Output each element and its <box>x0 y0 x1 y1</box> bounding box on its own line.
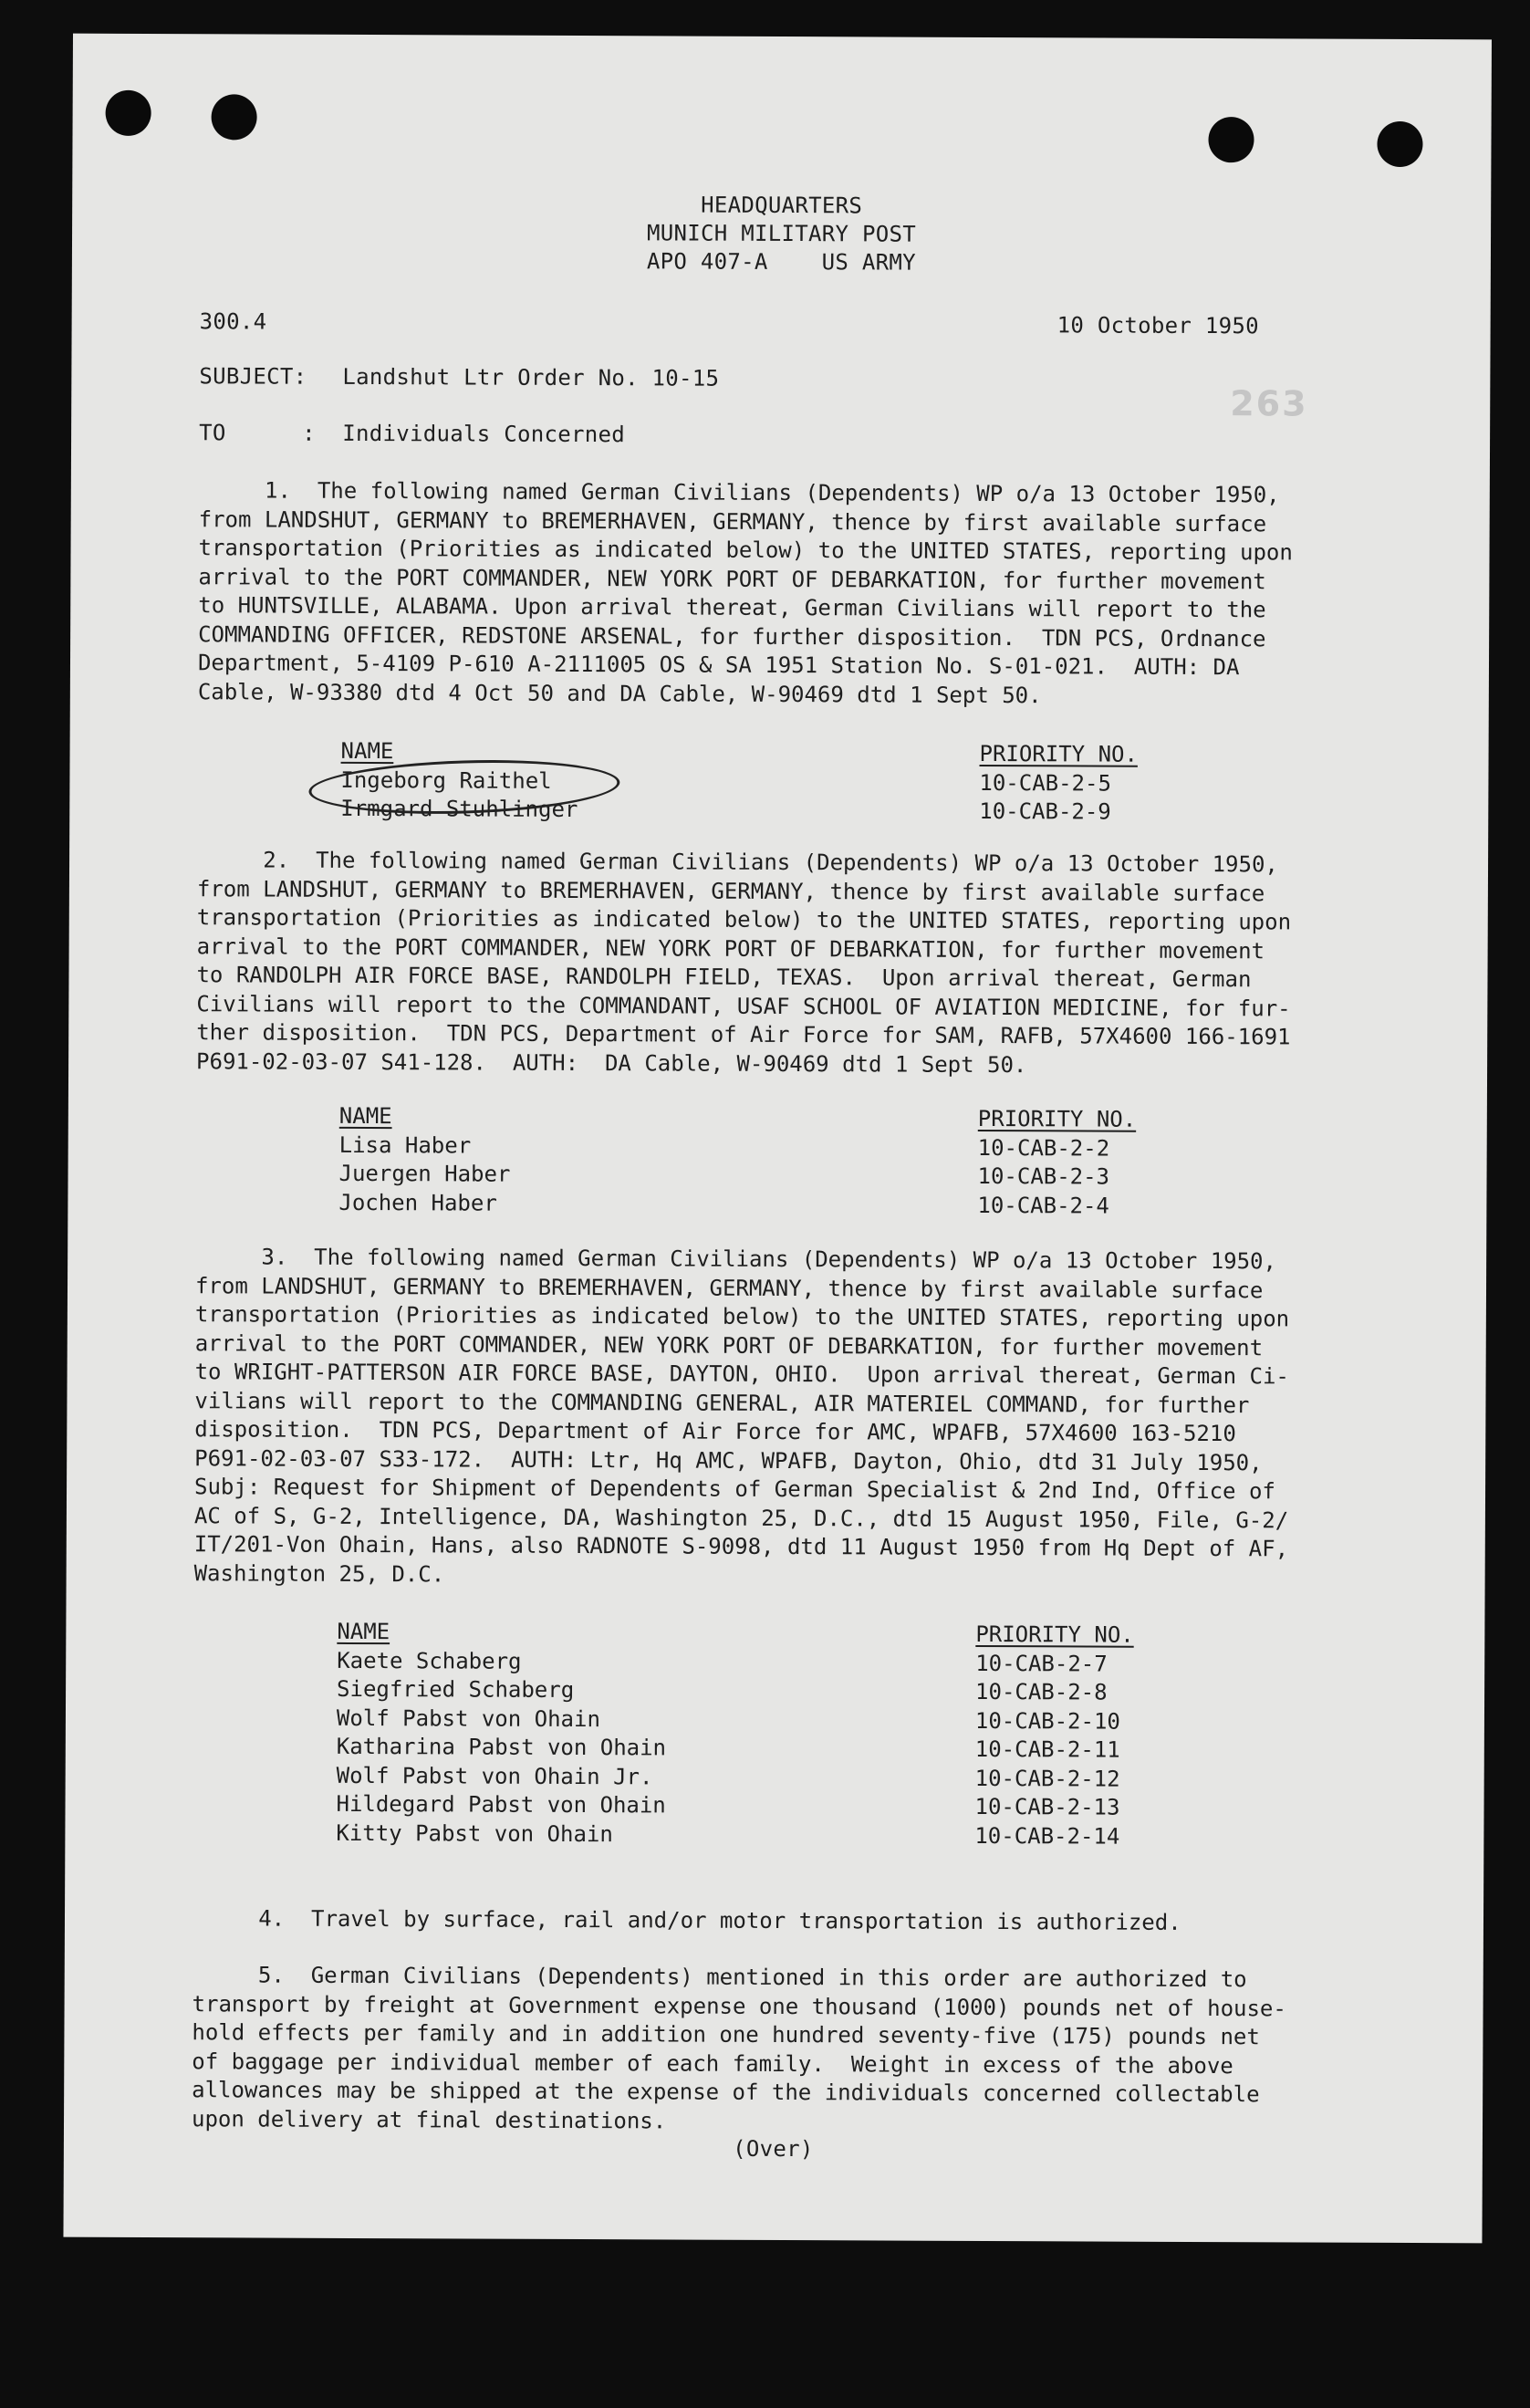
list-header <box>339 1102 1137 1134</box>
paragraph-line: hold effects per family and in addition one hundred seventy-five (175) pounds net <box>192 2019 1260 2050</box>
document-page <box>63 34 1492 2244</box>
priority-number: 10-CAB-2-2 <box>977 1134 1110 1162</box>
column-header-name: NAME <box>337 1618 390 1645</box>
punch-hole <box>1377 121 1422 167</box>
paragraph-line: from LANDSHUT, GERMANY to BREMERHAVEN, GERMANY, thence by first available surface <box>196 875 1265 906</box>
paragraph-line: transportation (Priorities as indicated below) to the UNITED STATES, reporting upon <box>196 904 1292 935</box>
list-item <box>337 1704 1134 1736</box>
paragraph-2 <box>196 846 1420 1081</box>
list-item <box>337 1733 1134 1765</box>
priority-number: 10-CAB-2-12 <box>974 1765 1120 1792</box>
priority-number: 10-CAB-2-11 <box>974 1736 1120 1763</box>
dependent-name: Wolf Pabst von Ohain Jr. <box>336 1762 653 1789</box>
paragraph-line: to RANDOLPH AIR FORCE BASE, RANDOLPH FIELD, TEXAS. Upon arrival thereat, German <box>196 962 1252 993</box>
dependent-name: Kaete Schaberg <box>337 1647 522 1674</box>
paragraph-line: transportation (Priorities as indicated below) to the UNITED STATES, reporting upon <box>198 535 1293 566</box>
list-header <box>337 1618 1134 1650</box>
dependents-list-3 <box>336 1618 1133 1851</box>
list-item <box>337 1646 1134 1678</box>
priority-number: 10-CAB-2-3 <box>977 1162 1110 1190</box>
paragraph-line: transport by freight at Government expense one thousand (1000) pounds net of house- <box>192 1990 1286 2021</box>
dependent-name: Hildegard Pabst von Ohain <box>336 1790 666 1819</box>
paragraph-line: transportation (Priorities as indicated below) to the UNITED STATES, reporting upon <box>194 1301 1290 1332</box>
priority-number: 10-CAB-2-13 <box>974 1793 1120 1820</box>
paragraph-line: disposition. TDN PCS, Department of Air Force for AMC, WPAFB, 57X4600 163-5210 <box>194 1416 1236 1447</box>
paragraph-3 <box>194 1243 1419 1593</box>
list-item <box>336 1790 1133 1822</box>
paragraph-5 <box>192 1961 1415 2139</box>
dependent-name: Kitty Pabst von Ohain <box>336 1819 613 1847</box>
subject-label: SUBJECT: <box>199 363 307 390</box>
paragraph-line: P691-02-03-07 S41-128. AUTH: DA Cable, W-90469 dtd 1 Sept 50. <box>196 1048 1027 1078</box>
dependent-name: Lisa Haber <box>338 1131 472 1159</box>
paragraph-line: Department, 5-4109 P-610 A-2111005 OS & SA 1951 Station No. S-01-021. AUTH: DA <box>197 650 1240 681</box>
received-stamp: 263 <box>1230 383 1308 424</box>
paragraph-line: from LANDSHUT, GERMANY to BREMERHAVEN, GERMANY, thence by first available surface <box>194 1272 1264 1303</box>
paragraph-line: Cable, W-93380 dtd 4 Oct 50 and DA Cable, W-90469 dtd 1 Sept 50. <box>197 678 1042 708</box>
paragraph-line: 1. The following named German Civilians (Dependents) WP o/a 13 October 1950, <box>198 477 1280 508</box>
punch-hole <box>106 90 151 136</box>
column-header-name: NAME <box>338 1102 392 1130</box>
dependent-name: Ingeborg Raithel <box>340 766 552 794</box>
list-item <box>337 1675 1134 1707</box>
dependents-list-2 <box>338 1102 1136 1221</box>
header-line-2: MUNICH MILITARY POST <box>646 220 917 247</box>
dependent-name: Jochen Haber <box>338 1189 497 1216</box>
dependent-name: Juergen Haber <box>338 1160 511 1187</box>
paragraph-line: vilians will report to the COMMANDING GENERAL, AIR MATERIEL COMMAND, for further <box>194 1387 1250 1418</box>
paragraph-4 <box>193 1904 1415 1938</box>
paragraph-line: COMMANDING OFFICER, REDSTONE ARSENAL, for further disposition. TDN PCS, Ordnance <box>198 620 1266 652</box>
priority-number: 10-CAB-2-8 <box>975 1678 1108 1705</box>
dependent-name: Irmgard Stuhlinger <box>340 795 578 823</box>
list-item <box>338 1160 1136 1192</box>
list-item <box>339 1131 1137 1162</box>
list-item <box>338 1188 1136 1220</box>
priority-number: 10-CAB-2-7 <box>975 1650 1108 1677</box>
column-header-name: NAME <box>340 737 394 765</box>
header-line-1: HEADQUARTERS <box>701 192 863 219</box>
priority-number: 10-CAB-2-4 <box>977 1192 1109 1219</box>
paragraph-line: Subj: Request for Shipment of Dependents of German Specialist & 2nd Ind, Office of <box>193 1474 1275 1505</box>
paragraph-line: 4. Travel by surface, rail and/or motor transportation is authorized. <box>192 1905 1181 1935</box>
column-header-priority: PRIORITY NO. <box>977 1105 1137 1132</box>
paragraph-line: IT/201-Von Ohain, Hans, also RADNOTE S-9098, dtd 11 August 1950 from Hq Dept of AF, <box>193 1531 1289 1562</box>
priority-number: 10-CAB-2-14 <box>974 1822 1120 1850</box>
punch-hole <box>211 94 256 140</box>
column-header-priority: PRIORITY NO. <box>979 740 1139 767</box>
dependent-name: Siegfried Schaberg <box>337 1675 575 1704</box>
list-item <box>337 1761 1134 1793</box>
paragraph-line: 3. The following named German Civilians (Dependents) WP o/a 13 October 1950, <box>195 1244 1277 1275</box>
column-header-priority: PRIORITY NO. <box>975 1621 1134 1648</box>
dependent-name: Katharina Pabst von Ohain <box>336 1733 667 1761</box>
paragraph-line: Civilians will report to the COMMANDANT, USAF SCHOOL OF AVIATION MEDICINE, for fur- <box>196 990 1291 1021</box>
header-line-3: APO 407-A US ARMY <box>646 248 916 276</box>
to-text: : Individuals Concerned <box>302 420 626 448</box>
priority-number: 10-CAB-2-5 <box>979 769 1111 797</box>
document-date: 10 October 1950 <box>1056 312 1259 339</box>
paragraph-line: 2. The following named German Civilians (Dependents) WP o/a 13 October 1950, <box>196 847 1278 878</box>
paragraph-line: ther disposition. TDN PCS, Department of Air Force for SAM, RAFB, 57X4600 166-1691 <box>196 1019 1291 1050</box>
to-label: TO <box>199 420 226 446</box>
file-number: 300.4 <box>199 308 267 335</box>
list-item <box>336 1819 1133 1850</box>
dependent-name: Wolf Pabst von Ohain <box>336 1704 600 1732</box>
punch-hole <box>1208 117 1254 162</box>
paragraph-line: arrival to the PORT COMMANDER, NEW YORK PORT OF DEBARKATION, for further movement <box>198 563 1266 594</box>
paragraph-line: upon delivery at final destinations. <box>191 2105 667 2133</box>
page-footer-over: (Over) <box>733 2135 814 2163</box>
paragraph-line: AC of S, G-2, Intelligence, DA, Washington 25, D.C., dtd 15 August 1950, File, G-2/ <box>193 1502 1289 1533</box>
priority-number: 10-CAB-2-9 <box>979 797 1111 825</box>
paragraph-line: to HUNTSVILLE, ALABAMA. Upon arrival thereat, German Civilians will report to the <box>198 592 1266 623</box>
paragraph-line: arrival to the PORT COMMANDER, NEW YORK PORT OF DEBARKATION, for further movement <box>196 933 1265 964</box>
paragraph-line: Washington 25, D.C. <box>193 1559 445 1587</box>
paragraph-line: 5. German Civilians (Dependents) mentioned in this order are authorized to <box>192 1962 1247 1993</box>
paragraph-line: arrival to the PORT COMMANDER, NEW YORK PORT OF DEBARKATION, for further movement <box>194 1329 1264 1360</box>
paragraph-line: of baggage per individual member of each family. Weight in excess of the above <box>192 2048 1233 2079</box>
paragraph-line: from LANDSHUT, GERMANY to BREMERHAVEN, GERMANY, thence by first available surface <box>198 506 1267 537</box>
paragraph-1 <box>198 476 1421 712</box>
paragraph-line: P691-02-03-07 S33-172. AUTH: Ltr, Hq AMC, WPAFB, Dayton, Ohio, dtd 31 July 1950, <box>194 1444 1263 1475</box>
paragraph-line: allowances may be shipped at the expense of the individuals concerned collectable <box>192 2077 1260 2108</box>
paragraph-line: to WRIGHT-PATTERSON AIR FORCE BASE, DAYTON, OHIO. Upon arrival thereat, German Ci- <box>194 1359 1289 1390</box>
priority-number: 10-CAB-2-10 <box>974 1707 1120 1735</box>
subject-text: Landshut Ltr Order No. 10-15 <box>342 363 720 391</box>
